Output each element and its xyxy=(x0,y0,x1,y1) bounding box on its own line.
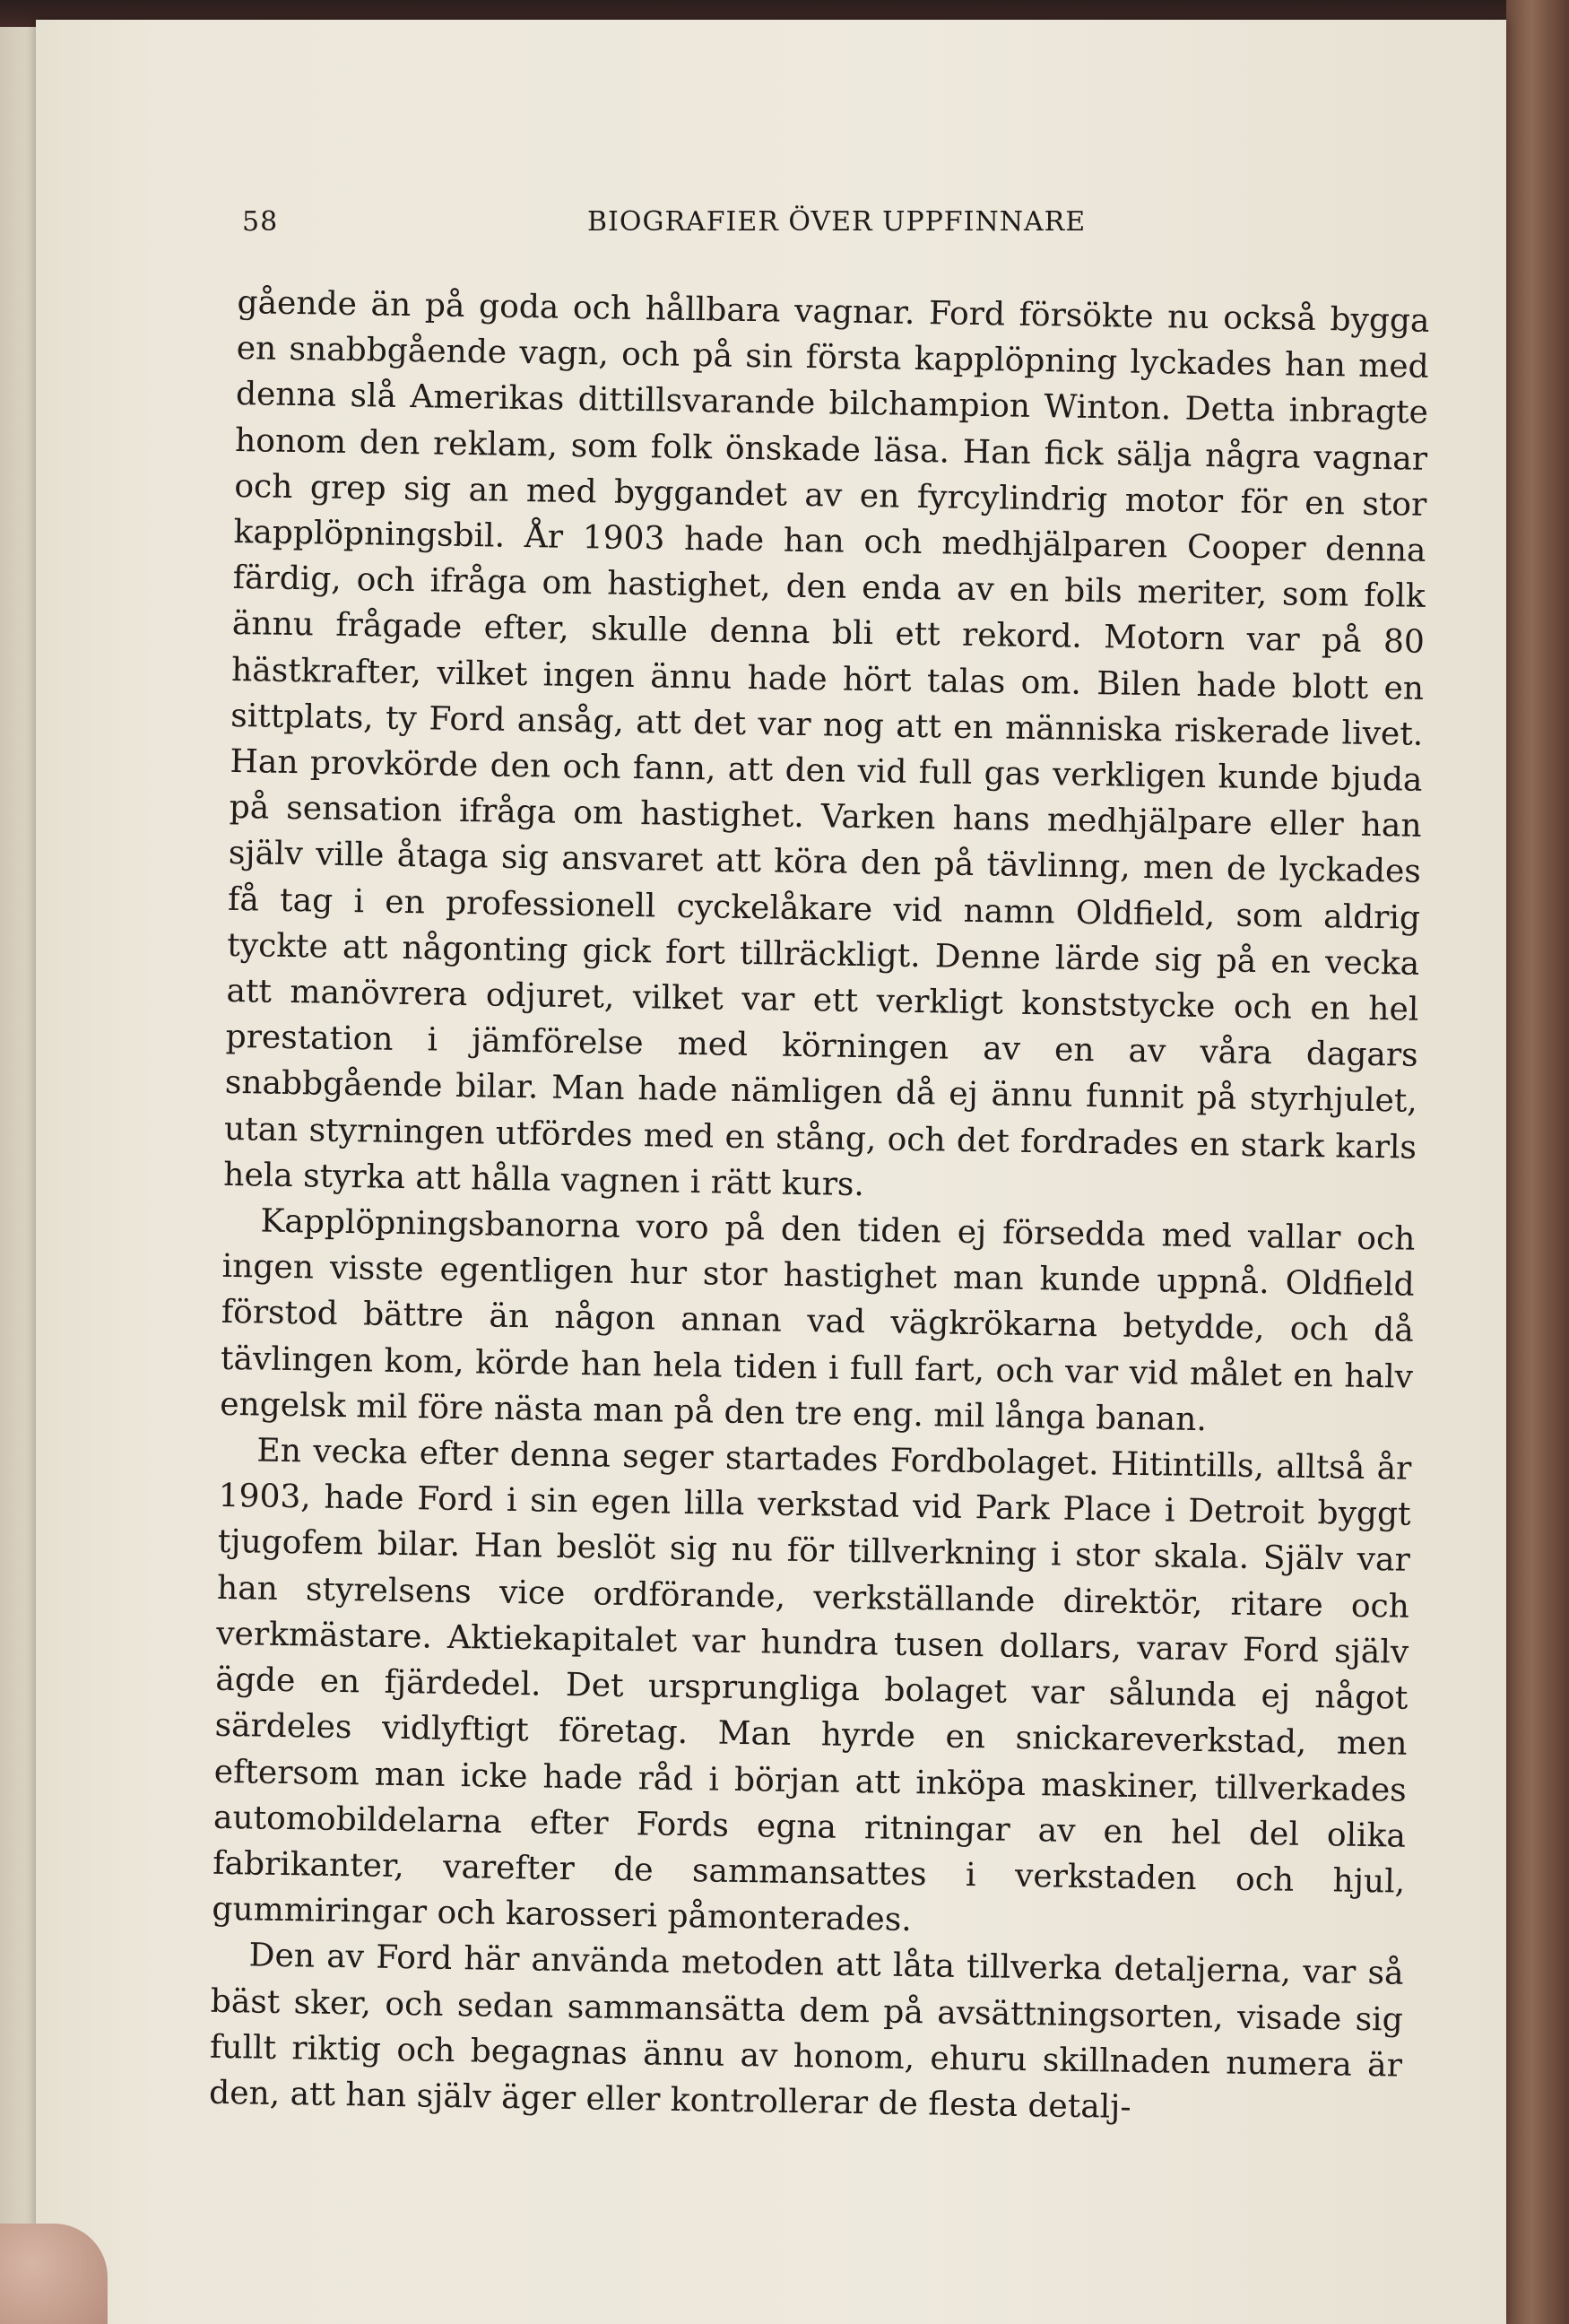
paragraph: En vecka efter denna seger startades Fordbolaget. Hitintills, alltså år 1903, hade Ford i sin egen lilla verkstad vid Park Place i Detroit byggt tjugofem bilar. Han beslöt sig nu för tillverkning i stor skala. Själv var han styrelsens vice ordförande, verkställande direktör, ritare och verkmästare. Aktiekapitalet var hundra tusen dollars, varav Ford själv ägde en fjärdedel. Det ursprungliga bolaget var sålunda ej något särdeles vidlyftigt företag. Man hyrde en snickareverkstad, men eftersom man icke hade råd i början att inköpa maskiner, tillverkades automobildelarna efter Fords egna ritningar av en hel del olika fabrikanter, varefter de sammansattes i verkstaden och hjul, gummiringar och karosseri påmonterades. xyxy=(212,1432,1412,1939)
thumb xyxy=(0,2224,108,2324)
paragraph: Kapplöpningsbanorna voro på den tiden ej försedda med vallar och ingen visste egentligen hur stor hastighet man kunde uppnå. Oldfield förstod bättre än någon annan vad vägkrökarna betydde, och då tävlingen kom, körde han hela tiden i full fart, och var vid målet en halv engelsk mil före nästa man på den tre eng. mil långa banan. xyxy=(219,1202,1416,1439)
running-head: BIOGRAFIER ÖVER UPPFINNARE xyxy=(587,206,1087,238)
paragraph: gående än på goda och hållbara vagnar. Ford försökte nu också bygga en snabbgående vagn, och på sin första kapplöpning lyckades han med denna slå Amerikas dittillsvarande bilchampion Winton. Detta inbragte honom den reklam, som folk önskade läsa. Han fick sälja några vagnar och grep sig an med byggandet av en fyrcylindrig motor för en stor kapplöpningsbil. År 1903 hade han och medhjälparen Cooper denna färdig, och ifråga om hastighet, den enda av en bils meriter, som folk ännu frågade efter, skulle denna bli ett rekord. Motorn var på 80 hästkrafter, vilket ingen ännu hade hört talas om. Bilen hade blott en sittplats, ty Ford ansåg, att det var nog att en människa riskerade livet. Han provkörde den och fann, att den vid full gas verkligen kunde bjuda på sensation ifråga om hastighet. Varken hans medhjälpare eller han själv ville åtaga sig ansvaret att köra den på tävlinng, men de lyckades få tag i en professionell cyckelåkare vid namn Oldfield, som aldrig tyckte att någonting gick fort tillräckligt. Denne lärde sig på en vecka att manövrera odjuret, vilket var ett verkligt konststycke och en hel prestation i jämförelse med körningen av en av våra dagars snabbgående bilar. Man hade nämligen då ej ännu funnit på styrhjulet, utan styrningen utfördes med en stång, och det fordrades en stark karls hela styrka att hålla vagnen i rätt kurs. xyxy=(222,283,1430,1203)
body-text xyxy=(209,280,1430,2135)
page-header xyxy=(242,206,1139,242)
page-number: 58 xyxy=(242,206,279,238)
paragraph: Den av Ford här använda metoden att låta tillverka detaljerna, var så bäst sker, och sedan sammansätta dem på avsättningsorten, visade sig fullt riktig och begagnas ännu av honom, ehuru skillnaden numera är den, att han själv äger eller kontrollerar de flesta detalj- xyxy=(208,1937,1404,2126)
book-cover-right xyxy=(1506,0,1569,2324)
book-page xyxy=(36,20,1506,2324)
